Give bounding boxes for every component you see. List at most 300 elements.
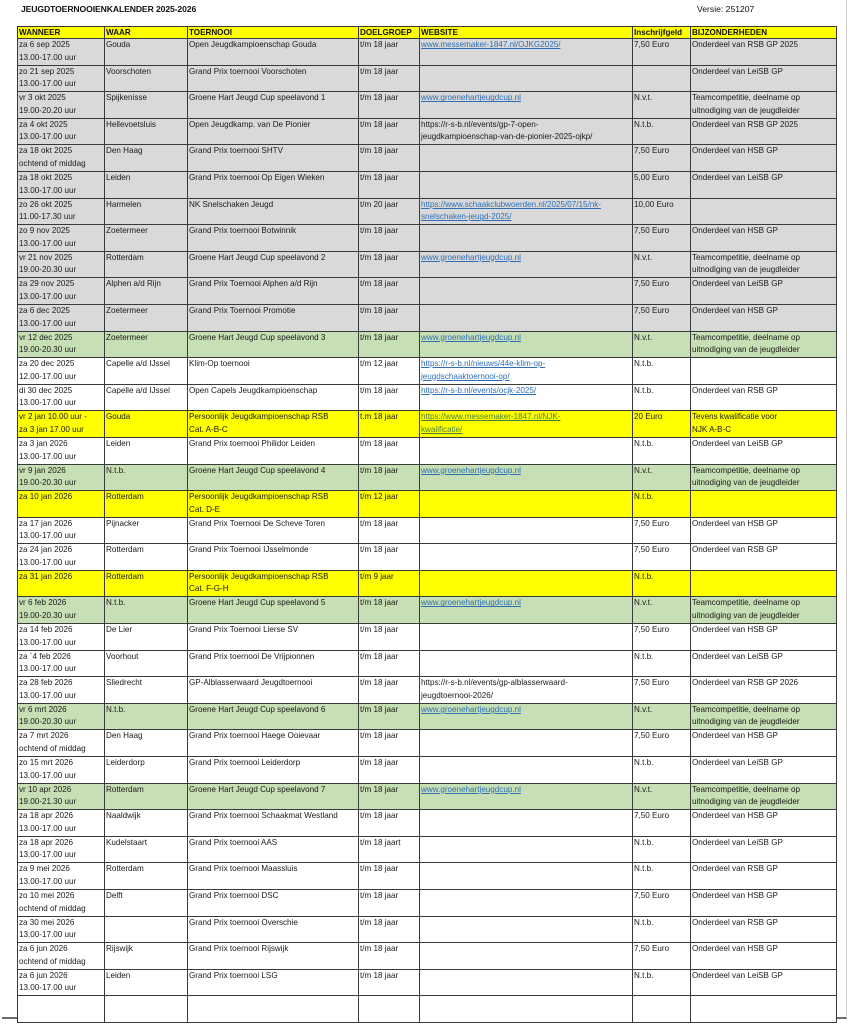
cell-when: [18, 810, 105, 837]
cell-where: Hellevoetsluis: [105, 118, 188, 145]
cell-where: Leiden: [105, 437, 188, 464]
cell-details-line: Teamcompetitie, deelname op: [692, 465, 800, 475]
cell-target-group: t/m 18 jaar: [359, 730, 420, 757]
cell-when: [18, 943, 105, 970]
cell-details: [691, 597, 837, 624]
cell-target-group: t/m 18 jaar: [359, 783, 420, 810]
cell-details: [691, 304, 837, 331]
cell-fee: N.t.b.: [633, 491, 691, 518]
cell-details: [691, 225, 837, 252]
document-title: JEUGDTOERNOOIENKALENDER 2025-2026: [21, 4, 197, 14]
cell-where: Sliedrecht: [105, 677, 188, 704]
cell-tournament-line: Persoonlijk Jeugdkampioenschap RSB: [189, 571, 329, 581]
cell-details: [691, 384, 837, 411]
cell-tournament-line: Grand Prix toernooi De Vrijpionnen: [189, 651, 315, 661]
cell-where: Rotterdam: [105, 570, 188, 597]
cell-details: [691, 703, 837, 730]
cell-target-group: t/m 18 jaar: [359, 810, 420, 837]
cell-when: [18, 890, 105, 917]
website-link-line[interactable]: www.groenehartjeugdcup.nl: [421, 784, 521, 794]
cell-when-line: vr 21 nov 2025: [19, 252, 73, 262]
cell-details-line: Teamcompetitie, deelname op: [692, 332, 800, 342]
cell-when: [18, 650, 105, 677]
cell-tournament: [188, 730, 359, 757]
cell-when: [18, 836, 105, 863]
cell-when-line: za 4 okt 2025: [19, 119, 68, 129]
cell-when: [18, 331, 105, 358]
cell-details-line: Onderdeel van HSB GP: [692, 731, 778, 741]
cell-when: [18, 703, 105, 730]
cell-tournament: [188, 650, 359, 677]
table-row: [18, 650, 837, 677]
cell-fee: 7,50 Euro: [633, 890, 691, 917]
cell-target-group: t/m 18 jaar: [359, 92, 420, 119]
cell-where: Rotterdam: [105, 491, 188, 518]
cell-when: [18, 597, 105, 624]
cell-details-line: Onderdeel van RSB GP: [692, 385, 778, 395]
cell-when-line: vr 9 jan 2026: [19, 465, 66, 475]
cell-when-line: 19.00-20.30 uur: [19, 611, 77, 621]
cell-details-line: uitnodiging van de jeugdleider: [692, 717, 800, 727]
table-row: [18, 171, 837, 198]
cell-when-line: 19.00-21.30 uur: [19, 797, 77, 807]
cell-details-line: Teamcompetitie, deelname op: [692, 93, 800, 103]
cell-tournament-line: Grand Prix Toernooi De Scheve Toren: [189, 518, 326, 528]
cell-details: [691, 171, 837, 198]
cell-tournament: [188, 570, 359, 597]
table-row: [18, 358, 837, 385]
cell-details: [691, 358, 837, 385]
cell-details: [691, 65, 837, 92]
cell-website: [420, 677, 633, 704]
cell-website: [420, 863, 633, 890]
cell-target-group: t/m 18 jaar: [359, 943, 420, 970]
cell-when-line: zo 26 okt 2025: [19, 199, 73, 209]
cell-fee: 7,50 Euro: [633, 943, 691, 970]
cell-website: [420, 437, 633, 464]
cell-details-line: uitnodiging van de jeugdleider: [692, 611, 800, 621]
cell-when: [18, 491, 105, 518]
website-link-line[interactable]: www.messemaker-1847.nl/OJKG2025/: [421, 40, 561, 49]
cell-tournament: [188, 225, 359, 252]
cell-where: Capelle a/d IJssel: [105, 384, 188, 411]
cell-target-group: t/m 18 jaart: [359, 836, 420, 863]
cell-fee: 7,50 Euro: [633, 225, 691, 252]
cell-when-line: 19.00-20.30 uur: [19, 265, 77, 275]
cell-website: [420, 624, 633, 651]
cell-details: [691, 677, 837, 704]
website-link-line[interactable]: https://www.schaakclubwoerden.nl/2025/07/15/nk-: [421, 199, 601, 209]
cell-details-line: Onderdeel van LeiSB GP: [692, 438, 783, 448]
tournament-calendar-table: [17, 26, 837, 1023]
header-inschrijfgeld: Inschrijfgeld: [633, 27, 691, 39]
cell-where: Den Haag: [105, 145, 188, 172]
cell-details-line: Onderdeel van LeiSB GP: [692, 758, 783, 768]
cell-website: [420, 969, 633, 996]
cell-tournament: [188, 916, 359, 943]
website-link-line[interactable]: www.groenehartjeugdcup.nl: [421, 252, 521, 262]
cell-tournament-line: Grand Prix toernooi Rijswijk: [189, 944, 289, 954]
cell-fee: N.v.t.: [633, 92, 691, 119]
cell-when: [18, 39, 105, 66]
cell-tournament: [188, 65, 359, 92]
cell-when-line: 13.00-17.00 uur: [19, 983, 77, 993]
cell-details: [691, 783, 837, 810]
cell-when-line: 13.00-17.00 uur: [19, 930, 77, 940]
cell-details-line: Onderdeel van RSB GP 2025: [692, 40, 799, 49]
cell-when-line: za 18 okt 2025: [19, 172, 73, 182]
cell-target-group: t/m 12 jaar: [359, 358, 420, 385]
cell-target-group: t/m 18 jaar: [359, 384, 420, 411]
cell-details: [691, 544, 837, 571]
cell-tournament-line: Groene Hart Jeugd Cup speelavond 5: [189, 598, 326, 608]
cell-when: [18, 916, 105, 943]
cell-fee: N.t.b.: [633, 570, 691, 597]
cell-tournament: [188, 171, 359, 198]
cell-details: [691, 730, 837, 757]
cell-fee: N.t.b.: [633, 969, 691, 996]
cell-tournament-line: NK Snelschaken Jeugd: [189, 199, 274, 209]
cell-where: Zoetermeer: [105, 304, 188, 331]
cell-tournament: [188, 358, 359, 385]
cell-when: [18, 304, 105, 331]
cell-website: [420, 544, 633, 571]
table-row: [18, 411, 837, 438]
cell-when: [18, 996, 105, 1023]
cell-details-line: Onderdeel van HSB GP: [692, 305, 778, 315]
table-row: [18, 39, 837, 66]
cell-when: [18, 171, 105, 198]
cell-details-line: Onderdeel van LeiSB GP: [692, 837, 783, 847]
cell-fee: 7,50 Euro: [633, 278, 691, 305]
cell-where: Naaldwijk: [105, 810, 188, 837]
table-row: [18, 730, 837, 757]
table-row: [18, 464, 837, 491]
cell-tournament: [188, 411, 359, 438]
cell-target-group: t/m 18 jaar: [359, 225, 420, 252]
cell-when: [18, 517, 105, 544]
cell-tournament-line: Grand Prix toernooi Voorschoten: [189, 66, 307, 76]
cell-tournament-line: Grand Prix toernooi Haege Ooievaar: [189, 731, 321, 741]
table-row: [18, 597, 837, 624]
cell-where: Delft: [105, 890, 188, 917]
cell-when-line: za 10 jan 2026: [19, 492, 73, 502]
cell-when-line: za 7 mrt 2026: [19, 731, 69, 741]
table-body: [18, 39, 837, 1023]
cell-when-line: 19.00-20.30 uur: [19, 478, 77, 488]
cell-details-line: NJK A-B-C: [692, 424, 732, 434]
cell-target-group: t/m 18 jaar: [359, 464, 420, 491]
cell-when-line: 12.00-17.00 uur: [19, 371, 77, 381]
cell-fee: N.t.b.: [633, 863, 691, 890]
cell-fee: 7,50 Euro: [633, 677, 691, 704]
cell-tournament: [188, 384, 359, 411]
website-link: [420, 331, 633, 358]
table-row: [18, 278, 837, 305]
cell-fee: N.v.t.: [633, 597, 691, 624]
cell-when-line: za 6 sep 2025: [19, 40, 70, 49]
cell-where: Rotterdam: [105, 783, 188, 810]
website-link-line[interactable]: jeugdschaaktoernooi-op/: [421, 371, 510, 381]
cell-when-line: vr 6 mrt 2026: [19, 704, 67, 714]
cell-tournament-line: Grand Prix toernooi Leiderdorp: [189, 758, 301, 768]
header-waar: WAAR: [105, 27, 188, 39]
cell-target-group: t/m 18 jaar: [359, 304, 420, 331]
header-doelgroep: DOELGROEP: [359, 27, 420, 39]
cell-fee: N.v.t.: [633, 703, 691, 730]
table-row: [18, 810, 837, 837]
cell-fee: 20 Euro: [633, 411, 691, 438]
cell-tournament: [188, 464, 359, 491]
cell-details-line: uitnodiging van de jeugdleider: [692, 345, 800, 355]
cell-website-line: jeugdkampioenschap-van-de-pionier-2025-ojkp/: [421, 132, 593, 142]
cell-details-line: Onderdeel van HSB GP: [692, 625, 778, 635]
cell-details: [691, 916, 837, 943]
cell-when-line: 19.00-20.30 uur: [19, 345, 77, 355]
cell-tournament-line: Cat. D-E: [189, 504, 221, 514]
cell-tournament-line: Grand Prix Toernooi IJsselmonde: [189, 545, 309, 555]
cell-details-line: Teamcompetitie, deelname op: [692, 598, 800, 608]
cell-website: [420, 650, 633, 677]
cell-website: [420, 810, 633, 837]
website-link-line[interactable]: https://r-s-b.nl/nieuws/44e-klim-op-: [421, 359, 546, 369]
website-link-line[interactable]: www.groenehartjeugdcup.nl: [421, 332, 521, 342]
cell-details: [691, 39, 837, 66]
cell-when-line: ochtend of middag: [19, 744, 86, 754]
cell-tournament-line: Cat. F-G-H: [189, 584, 229, 594]
cell-details-line: Onderdeel van LeiSB GP: [692, 970, 783, 980]
cell-target-group: t/m 18 jaar: [359, 703, 420, 730]
cell-target-group: t/m 18 jaar: [359, 145, 420, 172]
cell-where: Leiden: [105, 171, 188, 198]
cell-tournament-line: Grand Prix toernooi Philidor Leiden: [189, 438, 315, 448]
cell-target-group: t/m 18 jaar: [359, 65, 420, 92]
cell-when-line: ochtend of middag: [19, 158, 86, 168]
cell-details: [691, 331, 837, 358]
cell-details-line: uitnodiging van de jeugdleider: [692, 797, 800, 807]
cell-when: [18, 384, 105, 411]
website-link-line[interactable]: www.groenehartjeugdcup.nl: [421, 598, 521, 608]
cell-where: Gouda: [105, 411, 188, 438]
cell-when: [18, 145, 105, 172]
table-row: [18, 331, 837, 358]
cell-where: N.t.b.: [105, 597, 188, 624]
table-row: [18, 145, 837, 172]
cell-details: [691, 118, 837, 145]
cell-website: [420, 836, 633, 863]
table-row: [18, 304, 837, 331]
cell-target-group: t/m 18 jaar: [359, 890, 420, 917]
cell-fee: 7,50 Euro: [633, 517, 691, 544]
cell-when: [18, 863, 105, 890]
cell-tournament-line: Groene Hart Jeugd Cup speelavond 1: [189, 93, 326, 103]
cell-when-line: vr 3 okt 2025: [19, 93, 66, 103]
cell-when-line: vr 10 apr 2026: [19, 784, 72, 794]
cell-where: De Lier: [105, 624, 188, 651]
cell-details-line: Onderdeel van HSB GP: [692, 146, 778, 156]
cell-tournament-line: Grand Prix Toernooi Lierse SV: [189, 625, 299, 635]
cell-where: Pijnacker: [105, 517, 188, 544]
cell-when: [18, 757, 105, 784]
cell-tournament: [188, 544, 359, 571]
table-row: [18, 517, 837, 544]
table-row: [18, 703, 837, 730]
cell-fee: N.t.b.: [633, 437, 691, 464]
cell-tournament: [188, 597, 359, 624]
cell-target-group: t/m 18 jaar: [359, 278, 420, 305]
cell-fee: 7,50 Euro: [633, 730, 691, 757]
cell-target-group: t/m 18 jaar: [359, 118, 420, 145]
table-row: [18, 783, 837, 810]
cell-fee: 7,50 Euro: [633, 145, 691, 172]
cell-tournament: [188, 331, 359, 358]
cell-target-group: t/m 18 jaar: [359, 677, 420, 704]
cell-tournament: [188, 278, 359, 305]
website-link: [420, 384, 633, 411]
cell-when-line: zo 15 mrt 2026: [19, 758, 73, 768]
cell-when-line: za 3 jan 2026: [19, 438, 68, 448]
cell-when-line: za 31 jan 2026: [19, 571, 73, 581]
cell-when-line: 13.00-17.00 uur: [19, 877, 77, 886]
cell-tournament: [188, 996, 359, 1023]
cell-when-line: 13.00-17.00 uur: [19, 557, 77, 567]
cell-when-line: 13.00-17.00 uur: [19, 823, 77, 833]
website-link-line[interactable]: kwalificatie/: [421, 424, 463, 434]
website-link-line[interactable]: https://www.messemaker-1847.nl/NJK-: [421, 412, 561, 422]
table-row: [18, 92, 837, 119]
cell-tournament-line: Klim-Op toernooi: [189, 359, 250, 369]
cell-fee: N.v.t.: [633, 783, 691, 810]
cell-when-line: 13.00-17.00 uur: [19, 291, 77, 301]
header-wanneer: WANNEER: [18, 27, 105, 39]
cell-where: Harmelen: [105, 198, 188, 225]
cell-tournament: [188, 517, 359, 544]
cell-where: Leiderdorp: [105, 757, 188, 784]
cell-when-line: zo 21 sep 2025: [19, 66, 75, 76]
cell-tournament-line: Groene Hart Jeugd Cup speelavond 4: [189, 465, 326, 475]
cell-tournament: [188, 863, 359, 890]
website-link-line[interactable]: www.groenehartjeugdcup.nl: [421, 93, 521, 103]
cell-tournament-line: Cat. A-B-C: [189, 424, 228, 434]
cell-when-line: zo 9 nov 2025: [19, 226, 70, 236]
cell-details: [691, 969, 837, 996]
table-row: [18, 757, 837, 784]
cell-where: Rotterdam: [105, 863, 188, 890]
header-bijzonderheden: BIJZONDERHEDEN: [691, 27, 837, 39]
website-link-line[interactable]: www.groenehartjeugdcup.nl: [421, 704, 521, 714]
cell-when-line: za `4 feb 2026: [19, 651, 71, 661]
cell-website: [420, 996, 633, 1023]
cell-details-line: Onderdeel van RSB GP: [692, 917, 778, 927]
table-header-row: [18, 27, 837, 39]
cell-tournament: [188, 304, 359, 331]
cell-target-group: t/m 18 jaar: [359, 39, 420, 66]
cell-website-line: https://r-s-b.nl/events/gp-7-open-: [421, 119, 539, 129]
cell-fee: [633, 996, 691, 1023]
cell-when-line: za 3 jan 17.00 uur: [19, 424, 84, 434]
website-link: [420, 411, 633, 438]
cell-details: [691, 996, 837, 1023]
cell-tournament: [188, 969, 359, 996]
cell-where: Alphen a/d Rijn: [105, 278, 188, 305]
cell-when: [18, 437, 105, 464]
website-link: [420, 39, 633, 66]
cell-fee: 7,50 Euro: [633, 544, 691, 571]
table-row: [18, 996, 837, 1023]
cell-tournament-line: Groene Hart Jeugd Cup speelavond 3: [189, 332, 326, 342]
header-toernooi: TOERNOOI: [188, 27, 359, 39]
cell-tournament: [188, 890, 359, 917]
cell-where: Zoetermeer: [105, 225, 188, 252]
cell-where: Zoetermeer: [105, 331, 188, 358]
cell-target-group: t/m 20 jaar: [359, 198, 420, 225]
cell-tournament: [188, 251, 359, 278]
cell-tournament-line: Grand Prix toernooi Schaakmat Westland: [189, 811, 338, 821]
cell-details: [691, 836, 837, 863]
cell-fee: 10,00 Euro: [633, 198, 691, 225]
website-link: [420, 358, 633, 385]
cell-where: Capelle a/d IJssel: [105, 358, 188, 385]
website-link-line[interactable]: https://r-s-b.nl/events/ocjk-2025/: [421, 385, 537, 395]
cell-when-line: 13.00-17.00 uur: [19, 52, 77, 62]
website-link: [420, 783, 633, 810]
cell-where: Voorhout: [105, 650, 188, 677]
table-row: [18, 916, 837, 943]
cell-website: [420, 491, 633, 518]
cell-when: [18, 783, 105, 810]
website-link-line[interactable]: www.groenehartjeugdcup.nl: [421, 465, 521, 475]
cell-tournament: [188, 491, 359, 518]
cell-tournament-line: Open Capels Jeugdkampioenschap: [189, 385, 318, 395]
cell-website: [420, 304, 633, 331]
cell-details: [691, 757, 837, 784]
cell-when-line: za 20 dec 2025: [19, 359, 75, 369]
cell-when-line: za 9 mei 2026: [19, 864, 70, 874]
cell-details-line: Teamcompetitie, deelname op: [692, 252, 800, 262]
cell-details-line: Onderdeel van HSB GP: [692, 891, 778, 900]
cell-fee: N.t.b.: [633, 757, 691, 784]
cell-when: [18, 118, 105, 145]
cell-tournament: [188, 836, 359, 863]
cell-website-line: https://r-s-b.nl/events/gp-alblasserwaard-: [421, 678, 568, 688]
cell-tournament-line: Groene Hart Jeugd Cup speelavond 2: [189, 252, 326, 262]
website-link-line[interactable]: snelschaken-jeugd-2025/: [421, 212, 512, 222]
cell-when-line: 13.00-17.00 uur: [19, 451, 77, 461]
cell-where: [105, 996, 188, 1023]
cell-when: [18, 570, 105, 597]
cell-target-group: t/m 9 jaar: [359, 570, 420, 597]
cell-fee: [633, 65, 691, 92]
cell-tournament-line: Grand Prix toernooi Op Eigen Wieken: [189, 172, 325, 182]
cell-details-line: Onderdeel van RSB GP 2025: [692, 119, 799, 129]
cell-when-line: za 18 okt 2025: [19, 146, 73, 156]
cell-tournament-line: Persoonlijk Jeugdkampioenschap RSB: [189, 412, 329, 422]
cell-when-line: 13.00-17.00 uur: [19, 770, 77, 780]
cell-when: [18, 358, 105, 385]
cell-details: [691, 437, 837, 464]
cell-fee: N.t.b.: [633, 118, 691, 145]
cell-details: [691, 491, 837, 518]
cell-tournament: [188, 92, 359, 119]
cell-when: [18, 624, 105, 651]
cell-target-group: t/m 18 jaar: [359, 517, 420, 544]
cell-where: Gouda: [105, 39, 188, 66]
cell-details: [691, 517, 837, 544]
cell-when: [18, 251, 105, 278]
cell-when: [18, 730, 105, 757]
cell-details-line: Onderdeel van RSB GP: [692, 545, 778, 555]
website-link: [420, 464, 633, 491]
